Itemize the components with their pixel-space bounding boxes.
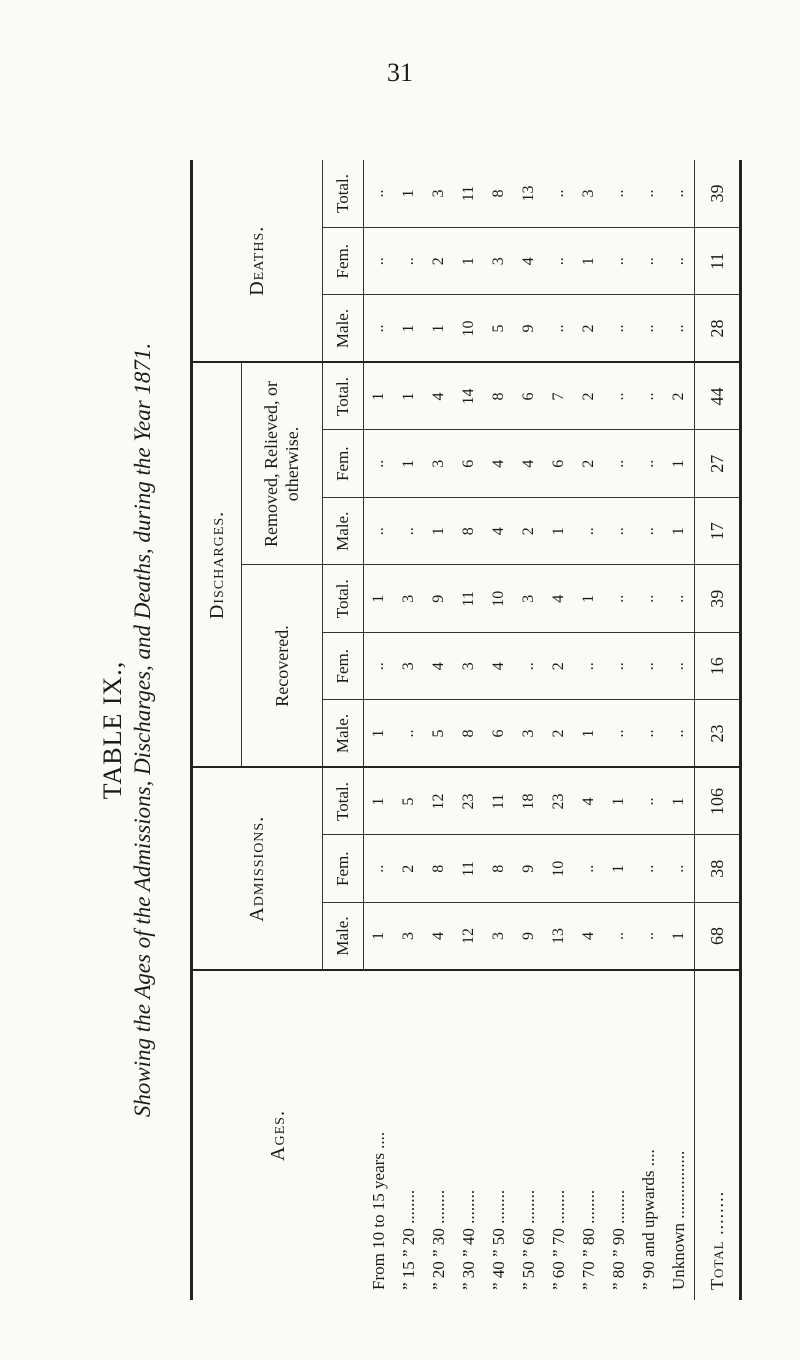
table-body: [364, 160, 741, 1300]
removed-header: Removed, Relieved, or otherwise.: [242, 363, 323, 566]
table-cell: ..: [664, 835, 695, 903]
table-cell: 12: [454, 903, 484, 971]
table-cell: ..: [604, 430, 634, 498]
table-cell: ..: [664, 700, 695, 768]
age-label: Unknown ................: [669, 1150, 688, 1290]
table-cell: 2: [424, 228, 454, 296]
deaths-header: Deaths.: [192, 160, 323, 363]
table-cell: ..: [514, 633, 544, 701]
table-cell: 6: [514, 363, 544, 431]
table-cell: ..: [604, 228, 634, 296]
table-cell: ..: [364, 835, 395, 903]
table-cell: 3: [484, 903, 514, 971]
table-cell: 23: [695, 700, 741, 768]
table-cell: ..: [544, 228, 574, 296]
table-cell: 3: [514, 565, 544, 633]
table-cell: ..: [394, 700, 424, 768]
table-cell: 6: [454, 430, 484, 498]
table-cell: 3: [484, 228, 514, 296]
table-cell: 1: [394, 363, 424, 431]
table-cell: 10: [544, 835, 574, 903]
admissions-discharges-deaths-table: [190, 160, 742, 1300]
table-cell: 8: [484, 363, 514, 431]
table-cell: ..: [604, 498, 634, 566]
table-cell: 11: [454, 160, 484, 228]
table-cell: 17: [695, 498, 741, 566]
table-cell: 5: [484, 295, 514, 363]
table-cell: ..: [634, 768, 664, 836]
table-cell: ..: [364, 160, 395, 228]
table-cell: 13: [544, 903, 574, 971]
table-cell: ..: [604, 700, 634, 768]
table-label: TABLE IX.,: [98, 660, 127, 800]
table-cell: 1: [364, 565, 395, 633]
age-label: From 10 to 15 years ....: [368, 1131, 388, 1290]
table-caption: [82, 160, 156, 1300]
table-cell: 9: [514, 903, 544, 971]
table-cell: 11: [454, 565, 484, 633]
table-cell: 10: [484, 565, 514, 633]
table-cell: ..: [664, 160, 695, 228]
admissions-header: Admissions.: [192, 768, 323, 971]
table-cell: 4: [514, 228, 544, 296]
table-cell: 23: [544, 768, 574, 836]
table-cell: 9: [514, 295, 544, 363]
removed-total-header: Total.: [323, 363, 364, 431]
table-cell: 106: [695, 768, 741, 836]
admissions-fem-header: Fem.: [323, 835, 364, 903]
table-cell: 1: [424, 295, 454, 363]
table-cell: ..: [634, 565, 664, 633]
age-label: ” 15 ” 20 ........: [399, 1189, 418, 1290]
table-cell: 4: [484, 633, 514, 701]
table-row: [454, 160, 484, 1300]
table-row: [424, 160, 454, 1300]
table-cell: 3: [394, 633, 424, 701]
table-cell: 8: [484, 835, 514, 903]
table-cell: 8: [454, 700, 484, 768]
table-title: Showing the Ages of the Admissions, Discharges, and Deaths, during the Year 1871.: [130, 342, 155, 1118]
table-cell: 2: [574, 430, 604, 498]
table-cell: ..: [664, 633, 695, 701]
table-cell: ..: [634, 498, 664, 566]
table-cell: 1: [574, 700, 604, 768]
age-label: ” 40 ” 50 ........: [489, 1189, 508, 1290]
table-cell: 7: [544, 363, 574, 431]
table-cell: ..: [544, 295, 574, 363]
table-row: [544, 160, 574, 1300]
table-cell: 23: [454, 768, 484, 836]
table-cell: 1: [664, 430, 695, 498]
age-label: ” 50 ” 60 ........: [519, 1189, 538, 1290]
table-cell: 3: [574, 160, 604, 228]
table-cell: 1: [544, 498, 574, 566]
table-cell: ..: [634, 363, 664, 431]
table-cell: 3: [454, 633, 484, 701]
table-row: [394, 160, 424, 1300]
table-cell: 1: [664, 903, 695, 971]
recovered-fem-header: Fem.: [323, 633, 364, 701]
table-cell: 1: [574, 565, 604, 633]
age-label: ” 80 ” 90 ........: [609, 1189, 628, 1290]
table-cell: 3: [394, 565, 424, 633]
table-cell: 1: [454, 228, 484, 296]
table-cell: 4: [574, 903, 604, 971]
table-cell: 68: [695, 903, 741, 971]
table-cell: ..: [634, 295, 664, 363]
table-cell: 2: [664, 363, 695, 431]
table-cell: ..: [604, 363, 634, 431]
table-cell: ..: [604, 160, 634, 228]
table-cell: ..: [604, 633, 634, 701]
table-cell: 1: [364, 903, 395, 971]
table-cell: 4: [484, 498, 514, 566]
table-row: [514, 160, 544, 1300]
table-row: [634, 160, 664, 1300]
table-cell: ..: [634, 633, 664, 701]
recovered-header: Recovered.: [242, 565, 323, 768]
table-cell: 27: [695, 430, 741, 498]
table-cell: 11: [454, 835, 484, 903]
table-cell: 4: [424, 633, 454, 701]
table-cell: 1: [574, 228, 604, 296]
table-cell: 39: [695, 160, 741, 228]
table-cell: 2: [544, 700, 574, 768]
table-cell: 9: [424, 565, 454, 633]
table-cell: 8: [454, 498, 484, 566]
table-cell: ..: [364, 430, 395, 498]
table-cell: ..: [634, 700, 664, 768]
table-cell: 12: [424, 768, 454, 836]
table-cell: ..: [604, 295, 634, 363]
recovered-male-header: Male.: [323, 700, 364, 768]
table-cell: 1: [364, 700, 395, 768]
table-cell: 4: [424, 363, 454, 431]
table-cell: ..: [664, 228, 695, 296]
table-cell: ..: [634, 160, 664, 228]
table-row: [604, 160, 634, 1300]
table-cell: ..: [604, 903, 634, 971]
table-cell: 3: [394, 903, 424, 971]
table-cell: 4: [514, 430, 544, 498]
table-cell: 1: [364, 768, 395, 836]
age-label: ” 20 ” 30 ........: [429, 1189, 448, 1290]
table-cell: ..: [664, 565, 695, 633]
table-cell: 4: [544, 565, 574, 633]
table-cell: ..: [664, 295, 695, 363]
table-cell: 5: [424, 700, 454, 768]
table-cell: ..: [634, 228, 664, 296]
table-cell: 14: [454, 363, 484, 431]
table-cell: ..: [634, 835, 664, 903]
removed-male-header: Male.: [323, 498, 364, 566]
table-cell: 5: [394, 768, 424, 836]
table-cell: 1: [394, 160, 424, 228]
table-cell: ..: [634, 903, 664, 971]
table-cell: 3: [514, 700, 544, 768]
table-cell: 39: [695, 565, 741, 633]
table-cell: 8: [484, 160, 514, 228]
table-cell: 38: [695, 835, 741, 903]
table-cell: 1: [604, 835, 634, 903]
age-label: ” 60 ” 70 ........: [549, 1189, 568, 1290]
table-cell: 1: [664, 768, 695, 836]
table-cell: ..: [364, 295, 395, 363]
total-label: Total ........: [695, 970, 741, 1300]
discharges-header: Discharges.: [192, 363, 242, 768]
table-cell: 4: [574, 768, 604, 836]
table-cell: 1: [394, 295, 424, 363]
table-cell: 44: [695, 363, 741, 431]
table-cell: 9: [514, 835, 544, 903]
table-cell: 18: [514, 768, 544, 836]
table-cell: 1: [664, 498, 695, 566]
table-cell: ..: [394, 228, 424, 296]
table-cell: ..: [604, 565, 634, 633]
table-cell: 2: [544, 633, 574, 701]
table-cell: ..: [364, 498, 395, 566]
table-cell: 1: [424, 498, 454, 566]
table-cell: 10: [454, 295, 484, 363]
table-cell: 6: [544, 430, 574, 498]
table-cell: 3: [424, 430, 454, 498]
total-row: [695, 160, 741, 1300]
table-cell: 6: [484, 700, 514, 768]
table-cell: ..: [574, 633, 604, 701]
admissions-male-header: Male.: [323, 903, 364, 971]
deaths-total-header: Total.: [323, 160, 364, 228]
table-cell: ..: [394, 498, 424, 566]
ages-header: Ages.: [266, 1110, 289, 1161]
table-cell: 4: [484, 430, 514, 498]
rotated-table-block: [82, 80, 727, 1300]
table-cell: 16: [695, 633, 741, 701]
recovered-total-header: Total.: [323, 565, 364, 633]
removed-fem-header: Fem.: [323, 430, 364, 498]
table-cell: 13: [514, 160, 544, 228]
table-cell: ..: [634, 430, 664, 498]
table-cell: 2: [574, 295, 604, 363]
table-row: [484, 160, 514, 1300]
table-row: [574, 160, 604, 1300]
table-cell: 1: [364, 363, 395, 431]
table-cell: 11: [695, 228, 741, 296]
table-cell: ..: [574, 835, 604, 903]
table-cell: 8: [424, 835, 454, 903]
table-row: [664, 160, 695, 1300]
deaths-fem-header: Fem.: [323, 228, 364, 296]
admissions-total-header: Total.: [323, 768, 364, 836]
table-cell: 1: [394, 430, 424, 498]
age-label: ” 70 ” 80 ........: [579, 1189, 598, 1290]
table-cell: ..: [364, 228, 395, 296]
table-cell: ..: [364, 633, 395, 701]
page-number: 31: [387, 58, 413, 87]
age-label: ” 90 and upwards ....: [639, 1149, 658, 1290]
deaths-male-header: Male.: [323, 295, 364, 363]
table-cell: 1: [604, 768, 634, 836]
table-cell: 28: [695, 295, 741, 363]
table-row: [364, 160, 395, 1300]
table-cell: 2: [394, 835, 424, 903]
table-cell: 4: [424, 903, 454, 971]
table-cell: 3: [424, 160, 454, 228]
table-cell: 11: [484, 768, 514, 836]
table-cell: 2: [514, 498, 544, 566]
table-cell: ..: [544, 160, 574, 228]
table-cell: 2: [574, 363, 604, 431]
table-cell: ..: [574, 498, 604, 566]
age-label: ” 30 ” 40 ........: [459, 1189, 478, 1290]
